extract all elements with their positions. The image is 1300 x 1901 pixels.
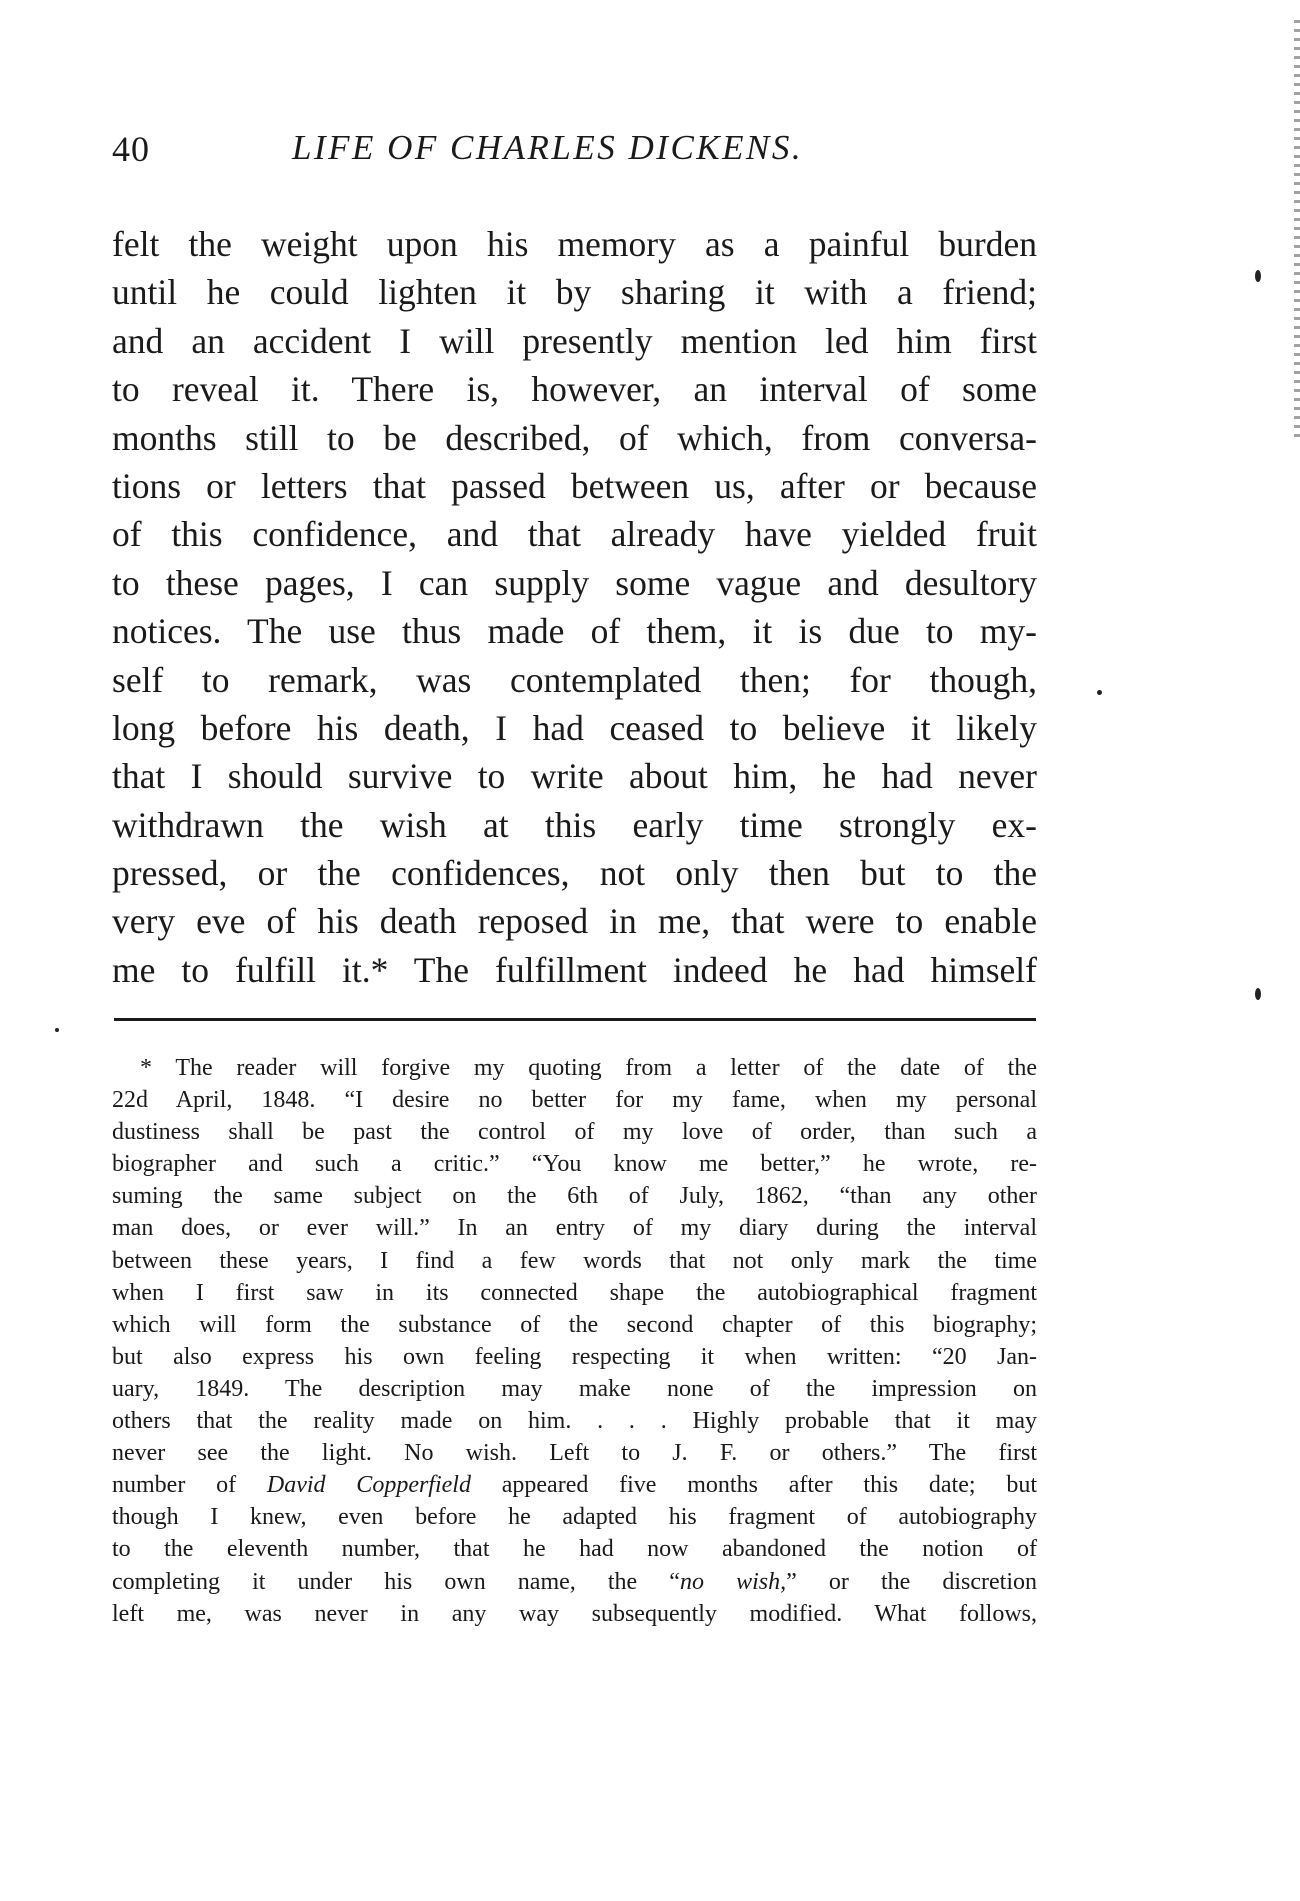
footnote-text: ” or the discretion	[786, 1568, 1038, 1595]
footnote-line: never see the light. No wish. Left to J. F. or others.” The first	[112, 1440, 1037, 1467]
footnote-line: 22d April, 1848. “I desire no better for my fame, when my personal	[112, 1087, 1037, 1114]
quoted-phrase-italic: no wish,	[679, 1568, 787, 1595]
footnote-line: left me, was never in any way subsequently modified. What follows,	[112, 1600, 1037, 1627]
text-line: that I should survive to write about him, he had never	[112, 756, 1037, 797]
scan-speck	[1097, 690, 1102, 695]
footnote-line: * The reader will forgive my quoting from a letter of the date of the	[140, 1055, 1037, 1081]
footnote	[112, 1052, 1037, 1630]
main-text	[112, 220, 1037, 994]
footnote-line: which will form the substance of the second chapter of this biography;	[112, 1311, 1037, 1338]
text-line: me to fulfill it.* The fulfillment indeed he had himself	[112, 949, 1037, 990]
text-line: of this confidence, and that already have yielded fruit	[112, 514, 1037, 555]
text-line: notices. The use thus made of them, it is due to my-	[112, 611, 1037, 652]
text-line: to reveal it. There is, however, an interval of some	[112, 369, 1037, 410]
text-line: very eve of his death reposed in me, that were to enable	[112, 901, 1037, 942]
footnote-line: between these years, I find a few words that not only mark the time	[112, 1247, 1037, 1274]
footnote-line: man does, or ever will.” In an entry of my diary during the interval	[112, 1215, 1037, 1242]
text-line: tions or letters that passed between us, after or because	[112, 465, 1037, 506]
text-line: long before his death, I had ceased to believe it likely	[112, 707, 1037, 748]
footnote-divider	[114, 1018, 1036, 1021]
page-number: 40	[112, 129, 150, 169]
page-header	[112, 128, 1052, 176]
footnote-line: though I knew, even before he adapted his fragment of autobiography	[112, 1504, 1037, 1531]
footnote-text: number of	[112, 1472, 267, 1499]
footnote-line: suming the same subject on the 6th of July, 1862, “than any other	[112, 1183, 1037, 1210]
footnote-text: appeared five months after this date; but	[470, 1472, 1037, 1499]
footnote-line: but also express his own feeling respecting it when written: “20 Jan-	[112, 1343, 1037, 1370]
footnote-line: uary, 1849. The description may make none of the impression on	[112, 1375, 1037, 1402]
text-line: until he could lighten it by sharing it with a friend;	[112, 272, 1037, 313]
running-title: LIFE OF CHARLES DICKENS.	[292, 128, 804, 167]
text-line: pressed, or the confidences, not only then but to the	[112, 853, 1037, 894]
text-line: months still to be described, of which, from conversa-	[112, 417, 1037, 458]
book-title-italic: David Copperfield	[266, 1472, 471, 1499]
footnote-line: others that the reality made on him. . . . Highly probable that it may	[112, 1408, 1037, 1435]
text-line: to these pages, I can supply some vague and desultory	[112, 562, 1037, 603]
text-line: self to remark, was contemplated then; for though,	[112, 659, 1037, 700]
text-line: withdrawn the wish at this early time strongly ex-	[112, 804, 1037, 845]
footnote-text: completing it under his own name, the “	[112, 1568, 680, 1595]
footnote-line: when I first saw in its connected shape the autobiographical fragment	[112, 1279, 1037, 1306]
scan-speck	[1255, 270, 1261, 282]
scan-speck	[55, 1028, 59, 1032]
text-line: felt the weight upon his memory as a painful burden	[112, 224, 1037, 264]
footnote-line	[112, 1566, 1037, 1598]
footnote-line: biographer and such a critic.” “You know me better,” he wrote, re-	[112, 1151, 1037, 1178]
text-line: and an accident I will presently mention led him first	[112, 320, 1037, 361]
scan-speck	[1255, 988, 1261, 1000]
scan-edge-artifact	[1294, 20, 1300, 440]
footnote-line	[112, 1469, 1037, 1501]
footnote-line: to the eleventh number, that he had now abandoned the notion of	[112, 1536, 1037, 1563]
footnote-line: dustiness shall be past the control of my love of order, than such a	[112, 1119, 1037, 1146]
